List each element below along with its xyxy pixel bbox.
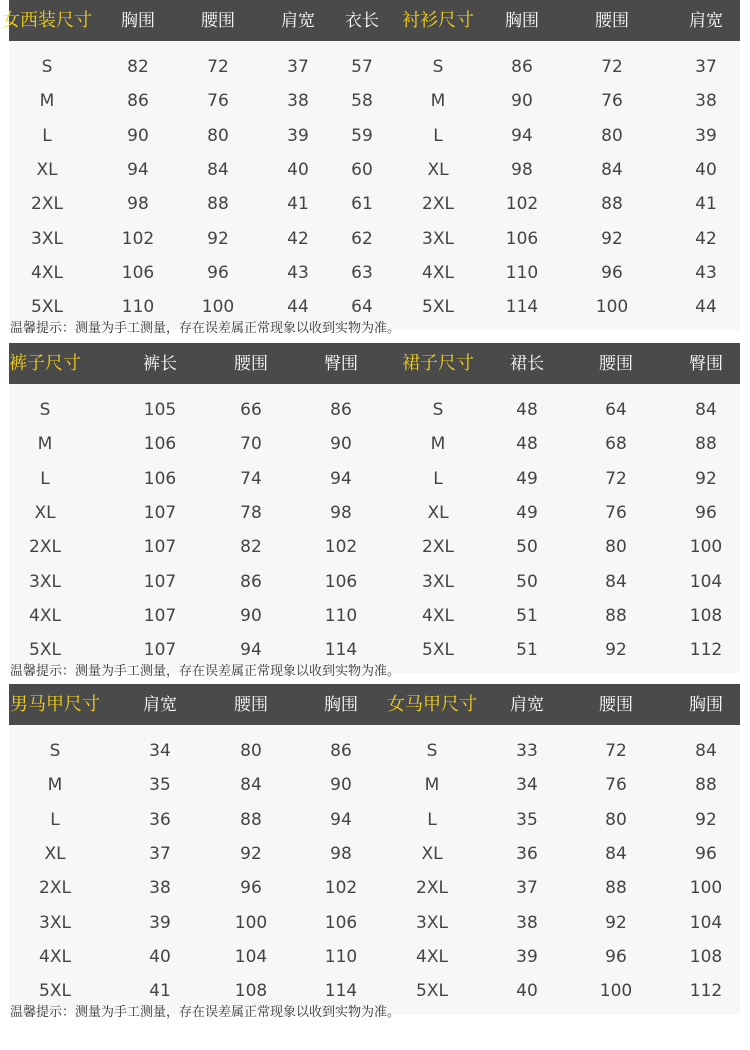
measurement-cell: 86 <box>330 400 352 420</box>
measurement-cell: 114 <box>324 981 358 1002</box>
table-background <box>9 0 740 330</box>
measurement-cell: 102 <box>505 194 539 215</box>
measurement-cell: 92 <box>601 228 623 249</box>
size-label: 5XL <box>29 640 61 661</box>
size-label: M <box>430 434 446 455</box>
column-header: 胸围 <box>689 695 723 715</box>
measurement-cell: 37 <box>516 878 538 899</box>
measurement-cell: 110 <box>121 297 155 318</box>
measurement-note: 温馨提示：测量为手工测量，存在误差属正常现象以收到实物为准。 <box>10 1005 401 1020</box>
measurement-cell: 38 <box>287 91 309 112</box>
size-label: 2XL <box>422 537 454 558</box>
measurement-cell: 39 <box>149 912 171 933</box>
column-header: 腰围 <box>234 695 268 715</box>
measurement-cell: 92 <box>605 912 627 933</box>
measurement-cell: 92 <box>240 843 262 864</box>
measurement-cell: 88 <box>601 194 623 215</box>
measurement-cell: 72 <box>601 57 623 77</box>
measurement-cell: 88 <box>207 194 229 215</box>
measurement-cell: 102 <box>121 228 155 249</box>
measurement-cell: 108 <box>689 605 723 626</box>
measurement-cell: 107 <box>143 537 177 558</box>
measurement-cell: 88 <box>240 809 262 830</box>
measurement-cell: 108 <box>689 946 723 967</box>
measurement-cell: 34 <box>516 775 538 796</box>
measurement-cell: 39 <box>516 946 538 967</box>
measurement-cell: 74 <box>240 468 262 489</box>
size-label: 3XL <box>422 571 454 592</box>
measurement-cell: 40 <box>287 159 309 180</box>
measurement-cell: 96 <box>695 502 717 523</box>
size-label: M <box>39 91 55 112</box>
size-label: 5XL <box>416 981 448 1002</box>
measurement-cell: 48 <box>516 434 538 455</box>
size-label: 4XL <box>422 605 454 626</box>
size-label: M <box>430 91 446 112</box>
measurement-cell: 51 <box>516 605 538 626</box>
column-header: 裤长 <box>143 354 177 374</box>
table-title: 女马甲尺寸 <box>387 694 477 715</box>
size-label: L <box>42 125 52 146</box>
measurement-cell: 92 <box>605 640 627 661</box>
size-label: 4XL <box>422 262 454 283</box>
measurement-cell: 76 <box>605 775 627 796</box>
measurement-cell: 58 <box>351 91 373 112</box>
measurement-cell: 40 <box>149 946 171 967</box>
measurement-cell: 49 <box>516 502 538 523</box>
measurement-cell: 80 <box>207 125 229 146</box>
column-header: 胸围 <box>121 11 155 31</box>
measurement-cell: 104 <box>689 571 723 592</box>
size-label: M <box>424 775 440 796</box>
size-label: L <box>433 468 443 489</box>
column-header: 腰围 <box>599 695 633 715</box>
vest-table <box>0 684 750 1025</box>
measurement-cell: 98 <box>511 159 533 180</box>
measurement-cell: 110 <box>324 605 358 626</box>
table-title: 裤子尺寸 <box>9 353 81 374</box>
size-label: 2XL <box>39 878 71 899</box>
column-header: 肩宽 <box>510 695 544 715</box>
measurement-cell: 110 <box>324 946 358 967</box>
measurement-cell: 88 <box>695 775 717 796</box>
women-suit-shirt-table <box>0 0 750 341</box>
size-label: 2XL <box>29 537 61 558</box>
size-label: 4XL <box>29 605 61 626</box>
size-label: XL <box>427 159 449 180</box>
column-header: 肩宽 <box>689 11 723 31</box>
measurement-cell: 94 <box>330 809 352 830</box>
measurement-cell: 50 <box>516 537 538 558</box>
measurement-cell: 102 <box>324 537 358 558</box>
measurement-cell: 72 <box>605 468 627 489</box>
column-header: 肩宽 <box>143 695 177 715</box>
measurement-cell: 43 <box>287 262 309 283</box>
size-label: L <box>40 468 50 489</box>
size-label: 4XL <box>31 262 63 283</box>
column-header: 衣长 <box>345 11 379 31</box>
size-label: 5XL <box>39 981 71 1002</box>
column-header: 胸围 <box>324 695 358 715</box>
measurement-cell: 106 <box>324 571 358 592</box>
measurement-cell: 86 <box>240 571 262 592</box>
measurement-cell: 100 <box>595 297 629 318</box>
size-label: 3XL <box>31 228 63 249</box>
measurement-cell: 80 <box>605 537 627 558</box>
measurement-cell: 76 <box>605 502 627 523</box>
measurement-cell: 37 <box>149 843 171 864</box>
measurement-cell: 94 <box>127 159 149 180</box>
size-label: 4XL <box>39 946 71 967</box>
measurement-cell: 61 <box>351 194 373 215</box>
measurement-cell: 110 <box>505 262 539 283</box>
size-label: M <box>37 434 53 455</box>
column-header: 腰围 <box>201 11 235 31</box>
measurement-cell: 66 <box>240 400 262 420</box>
measurement-cell: 106 <box>143 434 177 455</box>
measurement-cell: 96 <box>695 843 717 864</box>
measurement-cell: 35 <box>516 809 538 830</box>
measurement-cell: 106 <box>505 228 539 249</box>
measurement-cell: 90 <box>511 91 533 112</box>
size-label: S <box>39 400 51 420</box>
measurement-cell: 64 <box>605 400 627 420</box>
measurement-cell: 40 <box>695 159 717 180</box>
measurement-cell: 90 <box>127 125 149 146</box>
measurement-cell: 62 <box>351 228 373 249</box>
size-label: 2XL <box>31 194 63 215</box>
size-label: S <box>432 57 444 77</box>
size-label: 4XL <box>416 946 448 967</box>
measurement-cell: 90 <box>330 434 352 455</box>
measurement-cell: 100 <box>689 537 723 558</box>
size-label: L <box>433 125 443 146</box>
size-label: 5XL <box>422 640 454 661</box>
measurement-cell: 41 <box>287 194 309 215</box>
size-label: S <box>432 400 444 420</box>
measurement-cell: 37 <box>287 57 309 77</box>
measurement-cell: 88 <box>695 434 717 455</box>
measurement-cell: 82 <box>240 537 262 558</box>
measurement-cell: 102 <box>324 878 358 899</box>
measurement-cell: 42 <box>287 228 309 249</box>
measurement-cell: 34 <box>149 741 171 761</box>
column-header: 胸围 <box>505 11 539 31</box>
measurement-cell: 36 <box>149 809 171 830</box>
measurement-cell: 84 <box>605 571 627 592</box>
measurement-cell: 108 <box>234 981 268 1002</box>
measurement-cell: 38 <box>516 912 538 933</box>
column-header: 臀围 <box>689 354 723 374</box>
measurement-cell: 80 <box>240 741 262 761</box>
measurement-cell: 100 <box>201 297 235 318</box>
size-label: 5XL <box>422 297 454 318</box>
measurement-cell: 57 <box>351 57 373 77</box>
measurement-cell: 39 <box>695 125 717 146</box>
measurement-cell: 78 <box>240 502 262 523</box>
column-header: 腰围 <box>234 354 268 374</box>
measurement-cell: 98 <box>330 502 352 523</box>
measurement-cell: 49 <box>516 468 538 489</box>
measurement-cell: 86 <box>127 91 149 112</box>
column-header: 腰围 <box>595 11 629 31</box>
measurement-cell: 84 <box>605 843 627 864</box>
measurement-note: 温馨提示：测量为手工测量，存在误差属正常现象以收到实物为准。 <box>10 664 401 679</box>
measurement-cell: 38 <box>149 878 171 899</box>
measurement-cell: 36 <box>516 843 538 864</box>
measurement-cell: 63 <box>351 262 373 283</box>
measurement-cell: 44 <box>287 297 309 318</box>
measurement-cell: 88 <box>605 605 627 626</box>
measurement-cell: 68 <box>605 434 627 455</box>
measurement-cell: 41 <box>149 981 171 1002</box>
measurement-cell: 72 <box>207 57 229 77</box>
measurement-cell: 43 <box>695 262 717 283</box>
size-label: 2XL <box>422 194 454 215</box>
measurement-cell: 50 <box>516 571 538 592</box>
size-label: XL <box>44 843 66 864</box>
size-label: M <box>47 775 63 796</box>
measurement-cell: 107 <box>143 605 177 626</box>
measurement-cell: 64 <box>351 297 373 318</box>
measurement-cell: 76 <box>601 91 623 112</box>
measurement-cell: 35 <box>149 775 171 796</box>
measurement-cell: 92 <box>207 228 229 249</box>
measurement-cell: 80 <box>605 809 627 830</box>
measurement-cell: 106 <box>324 912 358 933</box>
measurement-cell: 100 <box>599 981 633 1002</box>
measurement-cell: 76 <box>207 91 229 112</box>
table-background <box>9 684 740 1014</box>
measurement-cell: 84 <box>601 159 623 180</box>
table-title: 裙子尺寸 <box>402 353 474 374</box>
column-header: 腰围 <box>599 354 633 374</box>
measurement-cell: 86 <box>511 57 533 77</box>
size-label: XL <box>421 843 443 864</box>
measurement-cell: 106 <box>143 468 177 489</box>
size-label: 5XL <box>31 297 63 318</box>
measurement-cell: 48 <box>516 400 538 420</box>
size-label: 3XL <box>39 912 71 933</box>
measurement-cell: 82 <box>127 57 149 77</box>
measurement-cell: 88 <box>605 878 627 899</box>
measurement-cell: 112 <box>689 981 723 1002</box>
measurement-cell: 90 <box>330 775 352 796</box>
size-label: L <box>427 809 437 830</box>
measurement-cell: 94 <box>511 125 533 146</box>
table-title: 女西装尺寸 <box>2 10 92 31</box>
measurement-cell: 84 <box>695 741 717 761</box>
measurement-cell: 37 <box>695 57 717 77</box>
measurement-cell: 100 <box>689 878 723 899</box>
size-label: 3XL <box>422 228 454 249</box>
size-label: L <box>50 809 60 830</box>
size-label: S <box>41 57 53 77</box>
measurement-cell: 106 <box>121 262 155 283</box>
size-label: XL <box>427 502 449 523</box>
measurement-cell: 107 <box>143 502 177 523</box>
measurement-cell: 96 <box>207 262 229 283</box>
column-header: 肩宽 <box>281 11 315 31</box>
size-label: XL <box>36 159 58 180</box>
measurement-cell: 70 <box>240 434 262 455</box>
size-label: 2XL <box>416 878 448 899</box>
measurement-cell: 98 <box>330 843 352 864</box>
measurement-cell: 59 <box>351 125 373 146</box>
measurement-cell: 84 <box>240 775 262 796</box>
measurement-cell: 92 <box>695 468 717 489</box>
measurement-cell: 92 <box>695 809 717 830</box>
table-title: 衬衫尺寸 <box>402 10 474 31</box>
measurement-cell: 86 <box>330 741 352 761</box>
size-label: S <box>49 741 61 761</box>
measurement-cell: 80 <box>601 125 623 146</box>
measurement-cell: 84 <box>207 159 229 180</box>
measurement-cell: 114 <box>324 640 358 661</box>
measurement-cell: 107 <box>143 640 177 661</box>
size-label: 3XL <box>29 571 61 592</box>
measurement-cell: 38 <box>695 91 717 112</box>
measurement-cell: 107 <box>143 571 177 592</box>
pants-skirt-table <box>0 343 750 684</box>
measurement-cell: 33 <box>516 741 538 761</box>
measurement-cell: 112 <box>689 640 723 661</box>
column-header: 臀围 <box>324 354 358 374</box>
measurement-cell: 44 <box>695 297 717 318</box>
measurement-cell: 96 <box>601 262 623 283</box>
measurement-cell: 72 <box>605 741 627 761</box>
measurement-cell: 84 <box>695 400 717 420</box>
measurement-cell: 98 <box>127 194 149 215</box>
measurement-cell: 94 <box>330 468 352 489</box>
measurement-cell: 90 <box>240 605 262 626</box>
measurement-cell: 94 <box>240 640 262 661</box>
size-label: S <box>426 741 438 761</box>
measurement-cell: 42 <box>695 228 717 249</box>
measurement-cell: 96 <box>240 878 262 899</box>
measurement-cell: 60 <box>351 159 373 180</box>
measurement-cell: 40 <box>516 981 538 1002</box>
measurement-cell: 104 <box>234 946 268 967</box>
column-header: 裙长 <box>510 354 544 374</box>
measurement-note: 温馨提示：测量为手工测量，存在误差属正常现象以收到实物为准。 <box>10 321 401 336</box>
measurement-cell: 105 <box>143 400 177 420</box>
measurement-cell: 39 <box>287 125 309 146</box>
measurement-cell: 41 <box>695 194 717 215</box>
measurement-cell: 104 <box>689 912 723 933</box>
table-background <box>9 343 740 673</box>
measurement-cell: 100 <box>234 912 268 933</box>
table-title: 男马甲尺寸 <box>10 694 100 715</box>
measurement-cell: 114 <box>505 297 539 318</box>
size-label: XL <box>34 502 56 523</box>
measurement-cell: 51 <box>516 640 538 661</box>
size-label: 3XL <box>416 912 448 933</box>
measurement-cell: 96 <box>605 946 627 967</box>
